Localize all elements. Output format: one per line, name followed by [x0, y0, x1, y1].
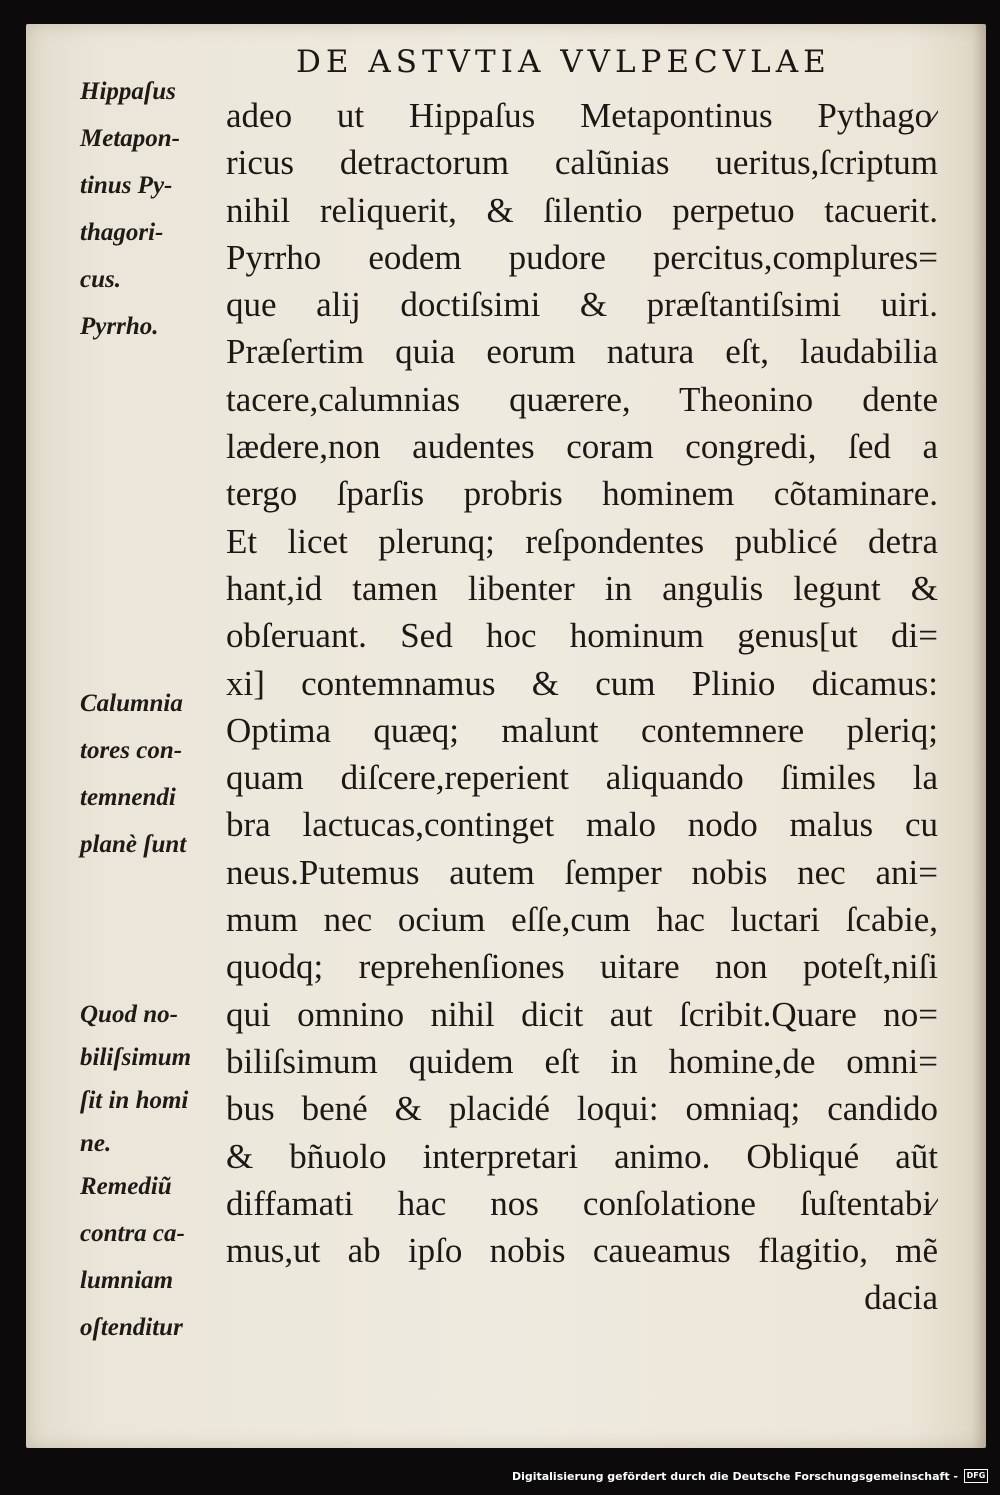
page-edge-shadow — [972, 24, 986, 1448]
text-line: qui omnino nihil dicit aut ſcribit.Quare no= — [226, 994, 938, 1034]
text-line: bus bené & placidé loqui: omniaq; candido — [226, 1089, 938, 1129]
margin-note-line: temnendi — [80, 784, 176, 811]
margin-note-line: Quod no- — [80, 1001, 178, 1028]
margin-note-line: biliſsimum — [80, 1044, 192, 1071]
body-text — [226, 92, 938, 1322]
funding-credit — [512, 1465, 988, 1487]
text-line: que alij doctiſsimi & præſtantiſsimi uiri. — [226, 285, 938, 325]
text-line: quam diſcere,reperient aliquando ſimiles la — [226, 758, 938, 798]
text-line: mus,ut ab ipſo nobis caueamus flagitio, mẽ — [226, 1231, 938, 1271]
text-line: tacere,calumnias quærere, Theonino dente — [226, 379, 938, 419]
text-line: hant,id tamen libenter in angulis legunt & — [226, 568, 938, 608]
margin-note-hippasus — [80, 68, 225, 350]
text-line: neus.Putemus autem ſemper nobis nec ani= — [226, 852, 938, 892]
text-line: bra lactucas,continget malo nodo malus cu — [226, 805, 938, 845]
margin-note-line: cus. — [80, 266, 121, 293]
text-line: Pyrrho eodem pudore percitus,complures= — [226, 237, 938, 277]
text-line: lædere,non audentes coram congredi, ſed a — [226, 427, 938, 467]
margin-note-line: planè ſunt — [80, 831, 187, 858]
text-line: quodq; reprehenſiones uitare non poteſt,niſi — [226, 947, 938, 987]
margin-note-quod-nobilissimum — [80, 993, 225, 1165]
text-line: obſeruant. Sed hoc hominum genus[ut di= — [226, 616, 938, 656]
margin-note-line: tores con- — [80, 737, 183, 764]
text-line: & bñuolo interpretari animo. Obliqué aũt — [226, 1136, 938, 1176]
margin-note-line: Calumnia — [80, 690, 183, 717]
margin-note-line: lumniam — [80, 1267, 174, 1294]
margin-note-line: tinus Py- — [80, 172, 173, 199]
margin-note-line: thagori- — [80, 219, 164, 246]
text-line: biliſsimum quidem eſt in homine,de omni= — [226, 1041, 938, 1081]
text-line: nihil reliquerit, & ſilentio perpetuo tacuerit. — [226, 190, 938, 230]
text-line: adeo ut Hippaſus Metapontinus Pythago⁄ — [226, 96, 938, 135]
text-line: Et licet plerunq; reſpondentes publicé detra — [226, 521, 938, 561]
catchword: dacia — [864, 1278, 938, 1318]
text-line: tergo ſparſis probris hominem cõtaminare. — [226, 474, 938, 514]
text-line: diffamati hac nos conſolatione ſuſtentabi⁄ — [226, 1183, 938, 1223]
text-line: ricus detractorum calũnias ueritus,ſcriptum — [226, 143, 938, 183]
margin-note-line: oſtenditur — [80, 1314, 183, 1341]
margin-note-line: ne. — [80, 1130, 112, 1157]
dfg-logo-icon: DFG — [964, 1469, 988, 1483]
margin-note-line: contra ca- — [80, 1220, 185, 1247]
running-head: DE ASTVTIA VVLPECVLAE — [296, 44, 831, 80]
text-line: mum nec ocium eſſe,cum hac luctari ſcabie, — [226, 900, 938, 940]
margin-note-line: Metapon- — [80, 125, 180, 152]
funding-credit-text: Digitalisierung gefördert durch die Deutsche Forschungsgemeinschaft - — [511, 1469, 958, 1483]
text-line: Optima quæq; malunt contemnere pleriq; — [226, 710, 938, 750]
margin-note-line: ſit in homi — [80, 1087, 189, 1114]
text-line: xi] contemnamus & cum Plinio dicamus: — [226, 663, 938, 703]
text-line: Præſertim quia eorum natura eſt, laudabilia — [226, 332, 938, 372]
margin-note-remedium — [80, 1163, 225, 1351]
margin-note-line: Hippaſus — [80, 78, 176, 105]
margin-note-line: Remediũ — [80, 1173, 172, 1200]
margin-note-calumniatores — [80, 680, 225, 868]
margin-note-line: Pyrrho. — [80, 313, 159, 340]
